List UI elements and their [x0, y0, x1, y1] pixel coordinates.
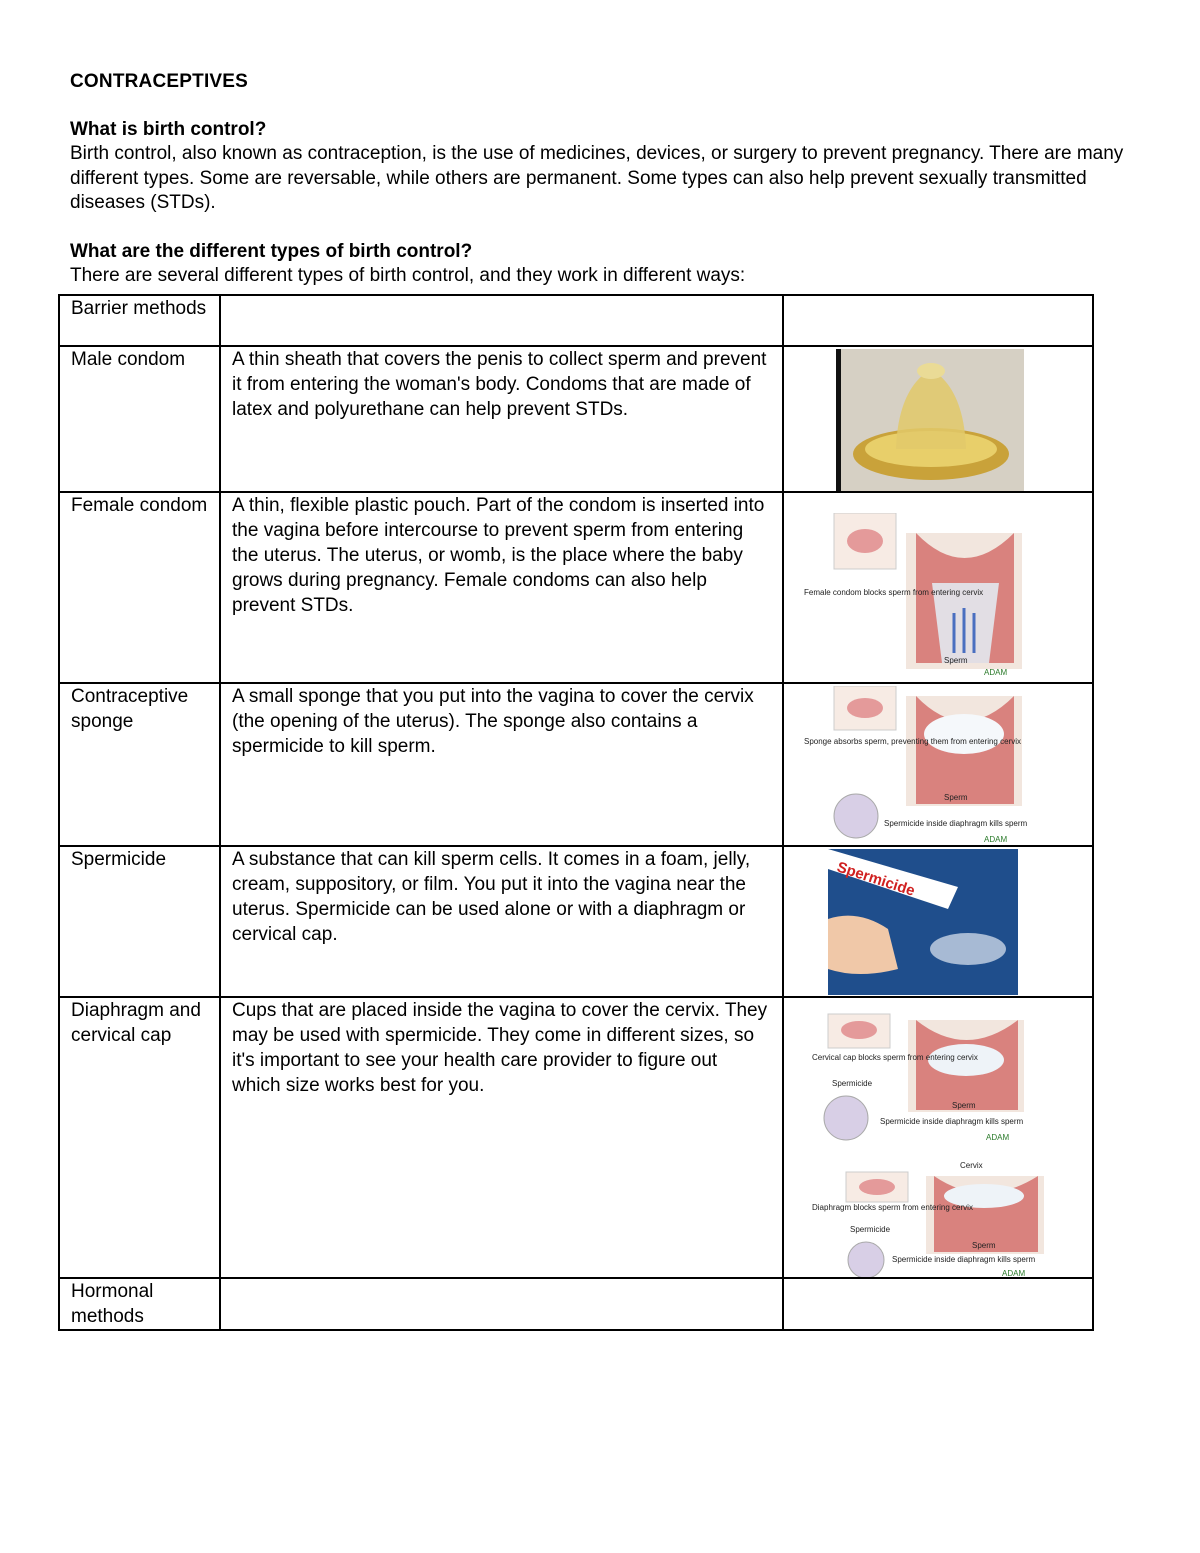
figure-caption: Diaphragm blocks sperm from entering cervix — [812, 1203, 973, 1212]
figure-callout: Spermicide inside diaphragm kills sperm — [880, 1117, 1024, 1126]
figure-label: Spermicide — [850, 1225, 891, 1234]
method-name: Hormonal methods — [59, 1278, 220, 1330]
method-description — [220, 1278, 783, 1330]
figure-caption: Female condom blocks sperm from entering cervix — [804, 588, 984, 597]
table-row — [59, 997, 1093, 1278]
birth-control-table — [58, 294, 1094, 1331]
table-row — [59, 846, 1093, 997]
document-title: CONTRACEPTIVES — [70, 71, 249, 92]
method-description: Cups that are placed inside the vagina to cover the cervix. They may be used with spermicide. They come in different sizes, so it's important to see your health care provider to figure out which size works best for you. — [220, 997, 783, 1278]
method-image-cell — [783, 1278, 1093, 1330]
figure-label: Sperm — [944, 793, 968, 802]
figure-top-label: Cervix — [960, 1161, 983, 1170]
figure-caption: Sponge absorbs sperm, preventing them from entering cervix — [804, 737, 1021, 746]
figure-label: Sperm — [952, 1101, 976, 1110]
method-name: Male condom — [59, 346, 220, 492]
figure-callout: Spermicide inside diaphragm kills sperm — [884, 819, 1028, 828]
male-condom-photo — [836, 349, 1024, 491]
spermicide-tube-label: Spermicide — [834, 858, 917, 900]
method-description: A small sponge that you put into the vagina to cover the cervix (the opening of the uterus). The sponge also contains a spermicide to kill sperm. — [220, 683, 783, 846]
method-image-cell — [783, 683, 1093, 846]
table-row — [59, 492, 1093, 683]
spermicide-photo — [828, 849, 1018, 995]
figure-brand: ADAM — [984, 835, 1008, 844]
paragraph-definition: Birth control, also known as contraception, is the use of medicines, devices, or surgery to prevent pregnancy. There are many different types. Some are reversable, while others are permanent. Some types can also help prevent sexually transmitted diseases (STDs). — [70, 143, 1124, 213]
table-row — [59, 1278, 1093, 1330]
method-name: Contraceptive sponge — [59, 683, 220, 846]
heading-types: What are the different types of birth control? — [70, 240, 473, 262]
method-image-cell — [783, 846, 1093, 997]
method-image-cell — [783, 492, 1093, 683]
figure-label: Sperm — [944, 656, 968, 665]
method-name: Diaphragm and cervical cap — [59, 997, 220, 1278]
method-name: Barrier methods — [59, 295, 220, 346]
table-row — [59, 683, 1093, 846]
figure-label: Sperm — [972, 1241, 996, 1250]
method-image-cell — [783, 997, 1093, 1278]
paragraph-types-intro: There are several different types of birth control, and they work in different ways: — [70, 264, 746, 286]
female-condom-illustration — [804, 513, 1034, 681]
diaphragm-illustration — [812, 1160, 1052, 1278]
figure-brand: ADAM — [986, 1133, 1010, 1142]
method-image-cell — [783, 346, 1093, 492]
method-name: Spermicide — [59, 846, 220, 997]
heading-what-is: What is birth control? — [70, 119, 267, 140]
figure-label: Spermicide — [832, 1079, 873, 1088]
method-image-cell — [783, 295, 1093, 346]
table-row — [59, 295, 1093, 346]
table-row — [59, 346, 1093, 492]
method-description: A thin sheath that covers the penis to collect sperm and prevent it from entering the woman's body. Condoms that are made of latex and polyurethane can help prevent STDs. — [220, 346, 783, 492]
method-description: A thin, flexible plastic pouch. Part of the condom is inserted into the vagina before intercourse to prevent sperm from entering the uterus. The uterus, or womb, is the place where the baby grows during pregnancy. Female condoms can also help prevent STDs. — [220, 492, 783, 683]
figure-callout: Spermicide inside diaphragm kills sperm — [892, 1255, 1036, 1264]
figure-caption: Cervical cap blocks sperm from entering cervix — [812, 1053, 978, 1062]
figure-brand: ADAM — [984, 668, 1008, 677]
cervical-cap-illustration — [812, 1010, 1042, 1142]
figure-brand: ADAM — [1002, 1269, 1026, 1278]
method-description: A substance that can kill sperm cells. It comes in a foam, jelly, cream, suppository, or film. You put it into the vagina near the uterus. Spermicide can be used alone or with a diaphragm or cervical cap. — [220, 846, 783, 997]
method-name: Female condom — [59, 492, 220, 683]
document-page — [70, 70, 1130, 288]
sponge-illustration — [804, 686, 1034, 846]
method-description — [220, 295, 783, 346]
